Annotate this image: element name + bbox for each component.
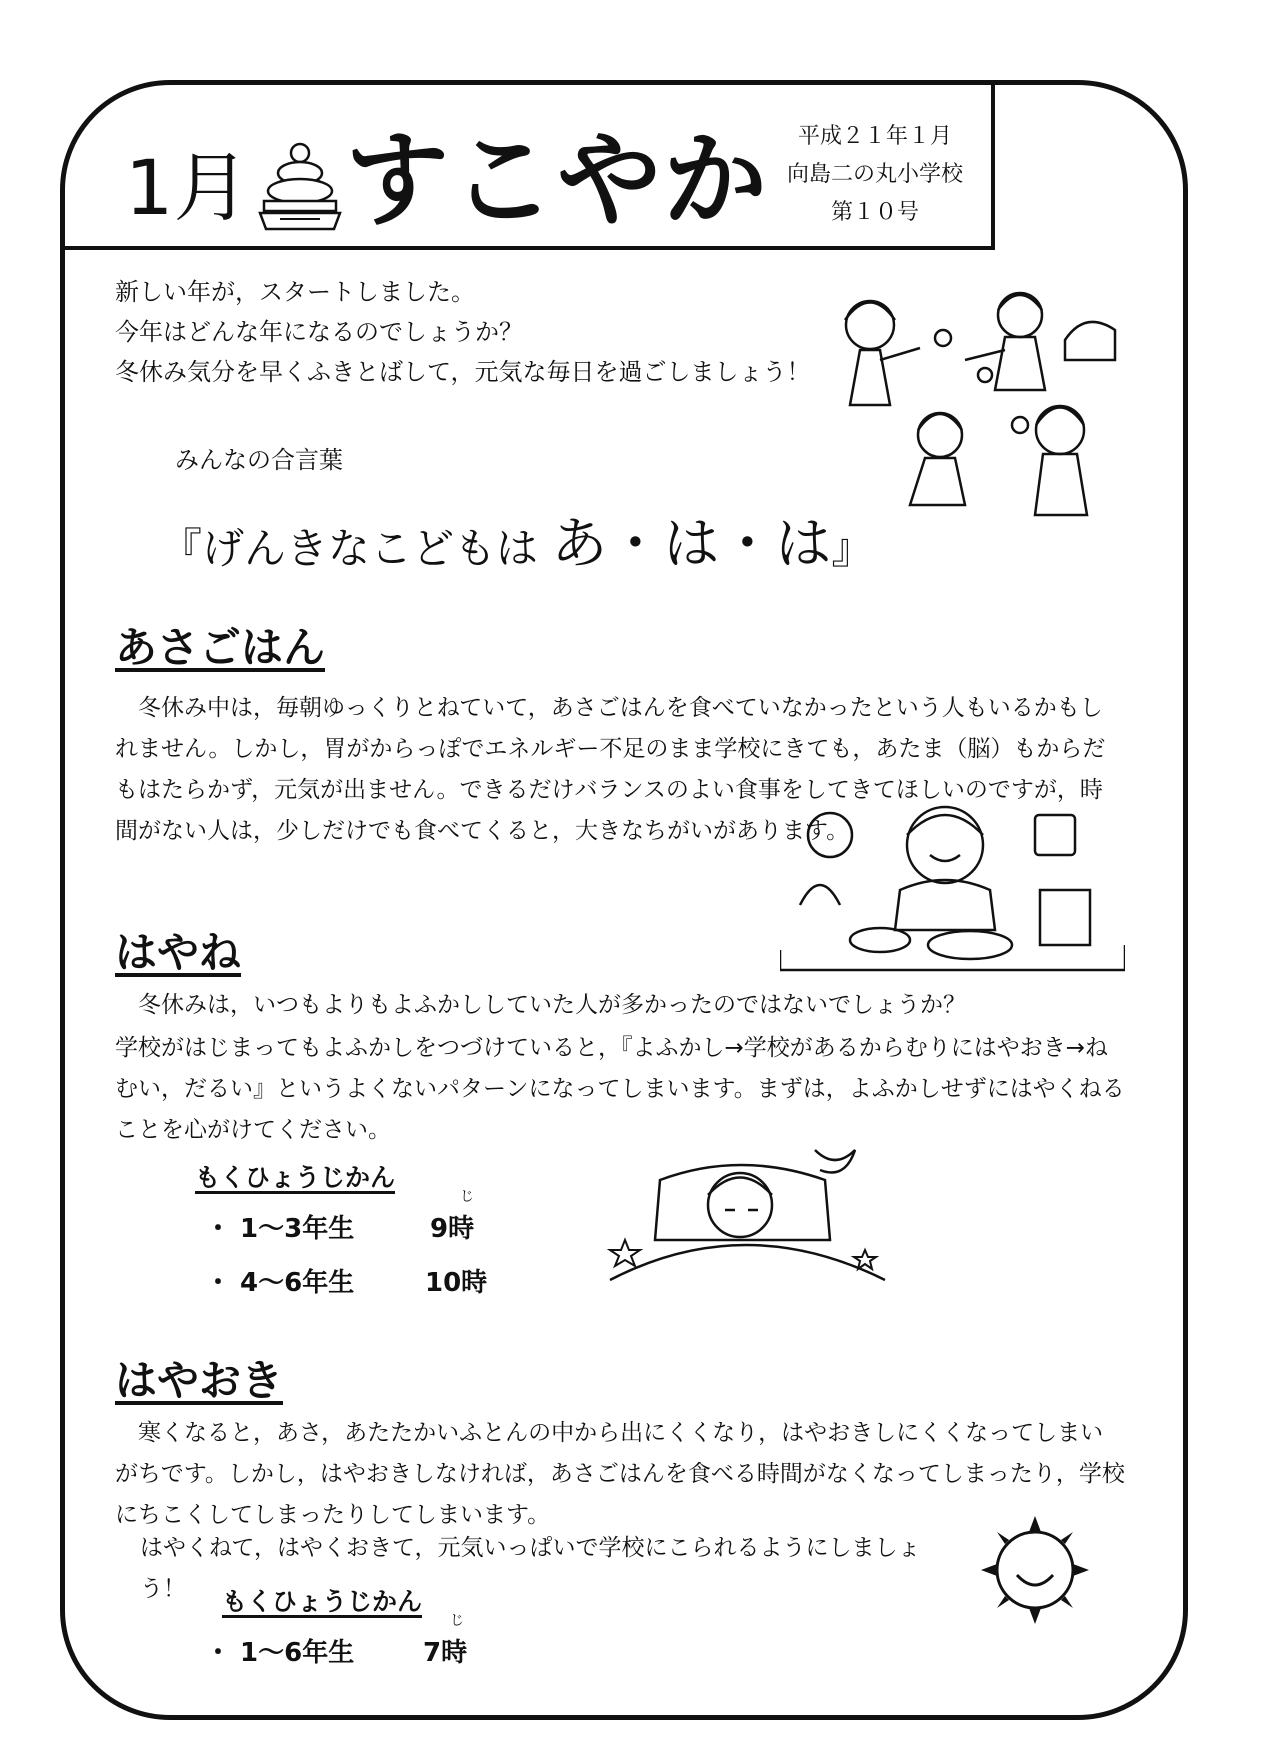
motto: [160, 500, 873, 580]
hayane-text: 冬休みは，いつもよりもよふかししていた人が多かったのではないでしょうか？: [138, 992, 966, 1018]
motto-label: みんなの合言葉: [175, 446, 343, 474]
issue-date: 平成２１年１月: [797, 124, 952, 149]
breakfast-illustration: [780, 795, 1125, 975]
ruby-ji: じ: [460, 1189, 474, 1205]
newsletter-title: すこやか: [345, 119, 770, 241]
section-title-hayaoki: はやおき: [115, 1356, 284, 1405]
kagami-mochi-illustration: [250, 135, 350, 235]
target-grade: ・ 4～6年生: [205, 1268, 355, 1298]
intro-line-3: 冬休み気分を早くふきとばして，元気な毎日を過ごしましょう！: [115, 358, 811, 386]
ruby-ji: じ: [450, 1613, 464, 1629]
hayane-target-row: [205, 1189, 475, 1245]
motto-main: あ・は・は: [551, 512, 832, 577]
hayaoki-text-2: はやくねて，はやくおきて，元気いっぱいで学校にこられるようにしましょう！: [140, 1535, 921, 1602]
target-time: 10時: [425, 1268, 488, 1298]
target-grade: ・ 1～6年生: [205, 1638, 355, 1668]
target-time: 9時: [430, 1214, 475, 1244]
hayaoki-target-title: もくひょうじかん: [222, 1587, 423, 1616]
intro-line-2: 今年はどんな年になるのでしょうか？: [115, 318, 523, 346]
hayane-target-row: [205, 1262, 488, 1299]
school-name: 向島二の丸小学校: [786, 162, 963, 187]
month-label: 1月: [125, 143, 250, 232]
motto-prefix: 『げんきなこどもは: [160, 524, 552, 573]
hayaoki-text: 寒くなると，あさ，あたたかいふとんの中から出にくくなり，はやおきしにくくなってしまいがちです。しかし，はやおきしなければ，あさごはんを食べる時間がなくなってしまったり，学校にちこくしてしまったりしてしまいます。: [115, 1420, 1125, 1528]
intro-text: [115, 272, 811, 392]
children-snowball-illustration: [815, 280, 1125, 535]
target-time: 7時: [423, 1638, 468, 1668]
sleeping-child-illustration: [600, 1140, 890, 1300]
hayane-target-title: もくひょうじかん: [195, 1163, 396, 1192]
section-title-hayane: はやね: [115, 928, 242, 977]
section-title-asagohan: あさごはん: [115, 623, 326, 672]
asagohan-text: 冬休み中は，毎朝ゆっくりとねていて，あさごはんを食べていなかったという人もいるかもしれません。しかし，胃がからっぽでエネルギー不足のまま学校にきても，あたま（脳）もからだもはたらかず，元気が出ません。できるだけバランスのよい食事をしてきてほしいのですが，時間がない人は，少しだけでも食べてくると，大きなちがいがあります。: [115, 695, 1106, 844]
hayane-text-2: 学校がはじまってもよふかしをつづけていると，『よふかし→学校があるからむりにはやおき→ねむい，だるい』というよくないパターンになってしまいます。まずは，よふかしせずにはやくねることを心がけてください。: [115, 1035, 1125, 1143]
target-grade: ・ 1～3年生: [205, 1214, 355, 1244]
issue-number: 第１０号: [830, 200, 919, 225]
hayaoki-target-row: [205, 1613, 468, 1669]
motto-suffix: 』: [831, 524, 874, 573]
issue-info: [775, 118, 975, 232]
sun-illustration: [975, 1510, 1095, 1630]
intro-line-1: 新しい年が，スタートしました。: [115, 278, 475, 306]
